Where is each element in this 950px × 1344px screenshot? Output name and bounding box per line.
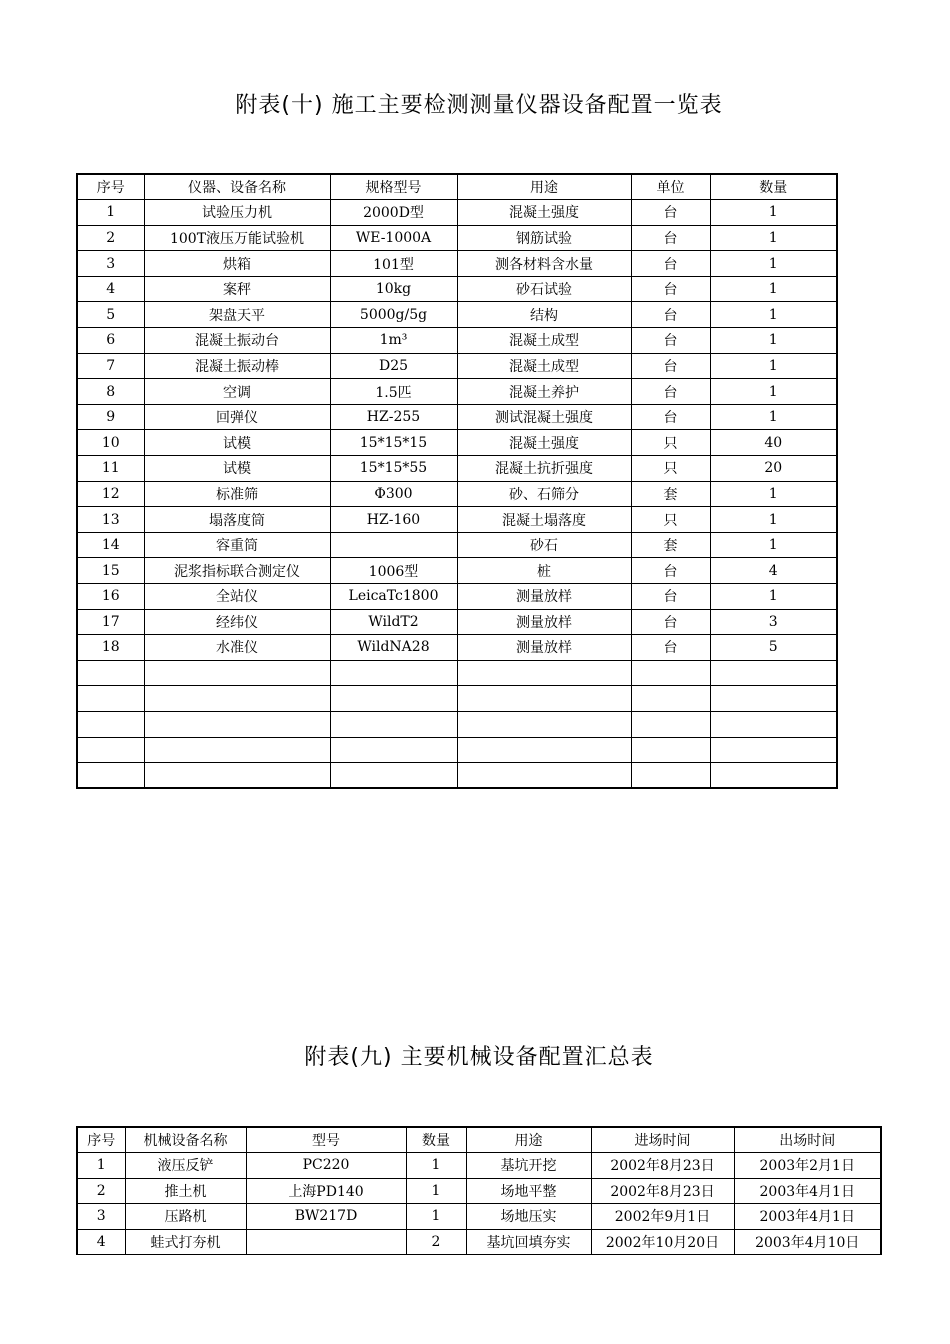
table-cell: 塌落度筒 [144,507,330,533]
table-row [77,1178,881,1204]
table-row [77,328,837,354]
table-cell [246,1229,406,1255]
table-cell [631,737,710,763]
table-cell [144,763,330,789]
table-cell: 20 [710,456,837,482]
table-cell: 标准筛 [144,481,330,507]
table-cell: 套 [631,481,710,507]
table-cell: 5 [710,635,837,661]
table-cell: 全站仪 [144,584,330,610]
table-cell: 2002年8月23日 [591,1153,734,1179]
table-cell [330,737,457,763]
table-cell: 2003年4月1日 [734,1178,881,1204]
table-cell: 3 [77,1204,125,1230]
table-cell: 回弹仪 [144,404,330,430]
table-cell [144,711,330,737]
table-cell: 10kg [330,276,457,302]
table-cell [457,711,631,737]
table-cell: 桩 [457,558,631,584]
table-cell: 测各材料含水量 [457,251,631,277]
table-row [77,200,837,226]
table-cell: 2 [77,225,144,251]
table-cell: 测量放样 [457,584,631,610]
table-cell [77,737,144,763]
table-cell: 台 [631,404,710,430]
column-header: 用途 [457,174,631,200]
table-cell: Φ300 [330,481,457,507]
table-cell: 台 [631,200,710,226]
table-cell: 1 [710,353,837,379]
table-cell [77,711,144,737]
table-cell: 台 [631,225,710,251]
table-cell: 5000g/5g [330,302,457,328]
table-cell [330,711,457,737]
table-cell: 混凝土强度 [457,430,631,456]
table-cell: 测量放样 [457,635,631,661]
table-cell: 1 [710,379,837,405]
table-row [77,276,837,302]
column-header: 机械设备名称 [125,1127,246,1153]
table-cell: 1 [406,1204,466,1230]
table-cell: LeicaTc1800 [330,584,457,610]
table-cell [457,686,631,712]
table-cell: 1 [710,328,837,354]
table-cell: 6 [77,328,144,354]
table-cell: 试模 [144,430,330,456]
table-cell: 案秤 [144,276,330,302]
table-cell: 2003年4月10日 [734,1229,881,1255]
table-cell: 混凝土塌落度 [457,507,631,533]
machinery-table-title: 附表(九) 主要机械设备配置汇总表 [304,1045,654,1070]
table-cell: 2002年9月1日 [591,1204,734,1230]
table-row [77,584,837,610]
table-cell: D25 [330,353,457,379]
table-cell: 测试混凝土强度 [457,404,631,430]
table-cell: 2000D型 [330,200,457,226]
table-cell: 2002年8月23日 [591,1178,734,1204]
table-row [77,1204,881,1230]
header-row [77,1127,881,1153]
column-header: 用途 [466,1127,591,1153]
table-cell: 100T液压万能试验机 [144,225,330,251]
table-cell [457,660,631,686]
table-row [77,456,837,482]
table-cell: 混凝土强度 [457,200,631,226]
table-cell: 1.5匹 [330,379,457,405]
table-cell: 40 [710,430,837,456]
table-cell: 混凝土养护 [457,379,631,405]
table-cell [710,660,837,686]
table-cell: 1 [710,251,837,277]
table-cell [330,686,457,712]
table-cell: 10 [77,430,144,456]
column-header: 型号 [246,1127,406,1153]
table-row [77,532,837,558]
table-cell: 1m³ [330,328,457,354]
table-cell [144,686,330,712]
table-row [77,481,837,507]
table-cell: 台 [631,353,710,379]
table-cell: 1 [710,584,837,610]
table-cell: 1 [710,532,837,558]
table-cell: 15*15*15 [330,430,457,456]
table-row [77,353,837,379]
table-cell [77,763,144,789]
table-cell: 2003年2月1日 [734,1153,881,1179]
table-cell: 砂、石筛分 [457,481,631,507]
table-cell: 3 [77,251,144,277]
table-cell: 结构 [457,302,631,328]
table-row [77,251,837,277]
table-cell: 2 [77,1178,125,1204]
table-cell [144,660,330,686]
table-cell [77,660,144,686]
table-cell [144,737,330,763]
instrument-equipment-table [76,173,838,789]
table-cell: 蛙式打夯机 [125,1229,246,1255]
table-cell: 11 [77,456,144,482]
table-cell: 1 [710,481,837,507]
table-cell: 4 [77,276,144,302]
table-cell: 容重筒 [144,532,330,558]
table-cell: 4 [710,558,837,584]
table-cell: 套 [631,532,710,558]
table-cell: 基坑回填夯实 [466,1229,591,1255]
table-cell: 17 [77,609,144,635]
instrument-table-title: 附表(十) 施工主要检测测量仪器设备配置一览表 [235,93,723,118]
table-cell [631,686,710,712]
table-cell: 泥浆指标联合测定仪 [144,558,330,584]
table-cell: 场地压实 [466,1204,591,1230]
table-row [77,225,837,251]
column-header: 单位 [631,174,710,200]
table-cell: 2002年10月20日 [591,1229,734,1255]
table-cell: 16 [77,584,144,610]
table-cell: 台 [631,302,710,328]
table-cell: 试模 [144,456,330,482]
table-cell: 液压反铲 [125,1153,246,1179]
table-cell [631,711,710,737]
table-row [77,404,837,430]
table-cell: 水准仪 [144,635,330,661]
table-cell: 4 [77,1229,125,1255]
table-cell: 1 [406,1178,466,1204]
table-row [77,660,837,686]
table-row [77,763,837,789]
table-row [77,558,837,584]
table-cell: 1 [710,276,837,302]
table-cell: 试验压力机 [144,200,330,226]
table-row [77,1229,881,1255]
table-cell: 1 [710,225,837,251]
table-cell [710,763,837,789]
table-cell: 压路机 [125,1204,246,1230]
table-cell: 1 [77,1153,125,1179]
table-cell [710,737,837,763]
table-cell [631,763,710,789]
table-cell [457,737,631,763]
table-cell: 3 [710,609,837,635]
table-cell: 台 [631,251,710,277]
table-row [77,737,837,763]
column-header: 序号 [77,174,144,200]
table-cell: 架盘天平 [144,302,330,328]
table-cell: WE-1000A [330,225,457,251]
table-cell: 1 [77,200,144,226]
table-cell: 12 [77,481,144,507]
table-cell: 1 [710,200,837,226]
table-cell: 1 [710,507,837,533]
table-cell: 推土机 [125,1178,246,1204]
table-cell [710,686,837,712]
column-header: 数量 [710,174,837,200]
table-cell: 1 [710,302,837,328]
table-cell: 2003年4月1日 [734,1204,881,1230]
table-cell: 台 [631,609,710,635]
table-cell: 台 [631,328,710,354]
column-header: 进场时间 [591,1127,734,1153]
table-cell: 基坑开挖 [466,1153,591,1179]
table-cell: 台 [631,379,710,405]
table-cell: 只 [631,430,710,456]
column-header: 规格型号 [330,174,457,200]
column-header: 数量 [406,1127,466,1153]
table-cell: 15 [77,558,144,584]
header-row [77,174,837,200]
table-cell: 101型 [330,251,457,277]
table-cell: 上海PD140 [246,1178,406,1204]
table-row [77,379,837,405]
table-cell: 8 [77,379,144,405]
table-cell: 1006型 [330,558,457,584]
table-cell [330,532,457,558]
table-cell [77,686,144,712]
table-cell: 14 [77,532,144,558]
table-cell [631,660,710,686]
table-cell: 台 [631,558,710,584]
table-cell: 混凝土抗折强度 [457,456,631,482]
table-cell [457,763,631,789]
table-cell: HZ-160 [330,507,457,533]
table-cell: WildNA28 [330,635,457,661]
table-cell: 混凝土成型 [457,353,631,379]
table-cell: 混凝土振动棒 [144,353,330,379]
table-cell: 砂石试验 [457,276,631,302]
machinery-equipment-table [76,1126,882,1255]
table-row [77,609,837,635]
table-cell: 空调 [144,379,330,405]
table-cell [330,660,457,686]
table-cell: 18 [77,635,144,661]
table-cell: 9 [77,404,144,430]
table-row [77,430,837,456]
table-cell: 只 [631,456,710,482]
table-cell: 烘箱 [144,251,330,277]
table-row [77,711,837,737]
table-cell: 台 [631,635,710,661]
table-row [77,1153,881,1179]
table-cell: 5 [77,302,144,328]
table-cell: 只 [631,507,710,533]
column-header: 序号 [77,1127,125,1153]
table-cell: 场地平整 [466,1178,591,1204]
column-header: 出场时间 [734,1127,881,1153]
table-cell [710,711,837,737]
table-cell: 15*15*55 [330,456,457,482]
column-header: 仪器、设备名称 [144,174,330,200]
table-cell: 台 [631,276,710,302]
table-cell: PC220 [246,1153,406,1179]
table-cell: HZ-255 [330,404,457,430]
table-cell: 13 [77,507,144,533]
table-cell [330,763,457,789]
table-cell: 测量放样 [457,609,631,635]
table-cell: 7 [77,353,144,379]
table-cell: 砂石 [457,532,631,558]
table-cell: 混凝土振动台 [144,328,330,354]
table-cell: BW217D [246,1204,406,1230]
table-row [77,302,837,328]
table-row [77,686,837,712]
table-cell: 经纬仪 [144,609,330,635]
table-row [77,507,837,533]
table-cell: 台 [631,584,710,610]
table-cell: 混凝土成型 [457,328,631,354]
table-cell: 1 [406,1153,466,1179]
table-cell: 2 [406,1229,466,1255]
table-cell: WildT2 [330,609,457,635]
table-row [77,635,837,661]
table-cell: 钢筋试验 [457,225,631,251]
table-cell: 1 [710,404,837,430]
